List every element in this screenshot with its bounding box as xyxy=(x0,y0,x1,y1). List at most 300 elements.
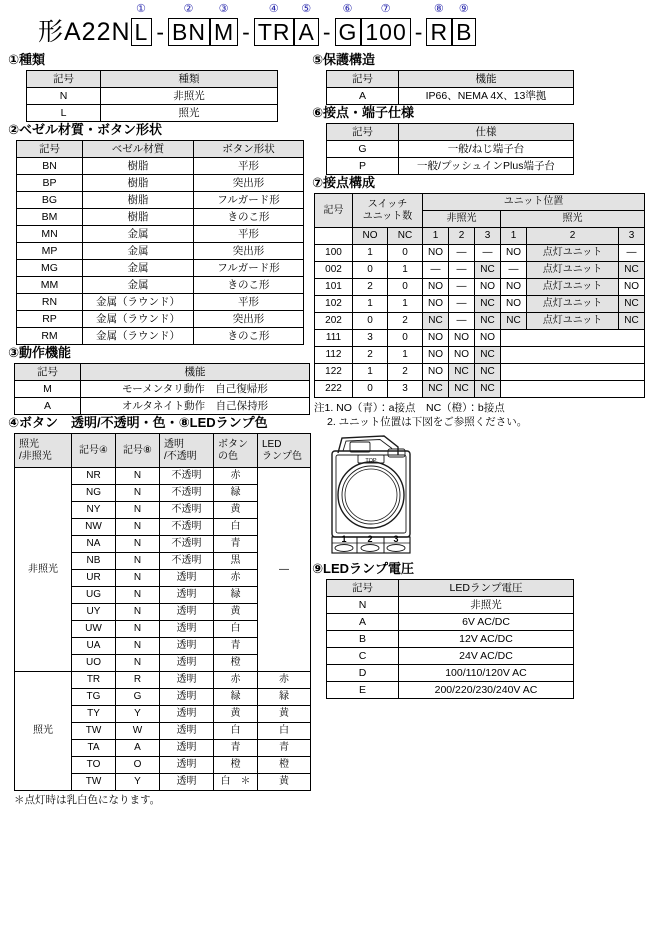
cell-bezel-material: 樹脂 xyxy=(83,158,194,175)
col-header-symbol: 記号 xyxy=(327,124,399,141)
part-number-field-⑦[interactable]: 100 ⑦ xyxy=(361,18,410,46)
cell-bezel-material: 金属 xyxy=(83,277,194,294)
section-3-title: ③動作機能 xyxy=(8,345,72,360)
cell-lit-pos-3: NC xyxy=(619,296,645,313)
cell-symbol: P xyxy=(327,158,399,175)
col-header-nonlit-pos-1: 1 xyxy=(423,228,449,245)
cell-symbol-4: TW xyxy=(72,774,116,791)
part-number-marker: ② xyxy=(183,3,195,15)
table-row xyxy=(315,313,645,330)
right-column xyxy=(312,52,644,699)
cell-transparency: 透明 xyxy=(160,638,214,655)
cell-symbol: D xyxy=(327,665,399,682)
table-header-row xyxy=(327,124,574,141)
cell-symbol-8: N xyxy=(116,553,160,570)
cell-bezel-material: 樹脂 xyxy=(83,192,194,209)
cell-symbol: RM xyxy=(17,328,83,345)
cell-transparency: 透明 xyxy=(160,774,214,791)
part-number-marker: ⑤ xyxy=(301,3,313,15)
cell-nonlit-pos-1: NO xyxy=(423,347,449,364)
cell-symbol: MM xyxy=(17,277,83,294)
cell-nonlit-pos-3: NC xyxy=(475,381,501,398)
cell-symbol: N xyxy=(27,88,101,105)
cell-button-shape: 突出形 xyxy=(194,175,304,192)
cell-bezel-material: 金属（ラウンド） xyxy=(83,311,194,328)
cell-led-color: 白 xyxy=(258,723,311,740)
cell-symbol-8: G xyxy=(116,689,160,706)
cell-nonlit-pos-1: NO xyxy=(423,364,449,381)
cell-symbol-4: UW xyxy=(72,621,116,638)
cell-nonlit-pos-2: NC xyxy=(449,364,475,381)
cell-button-color: 白 xyxy=(214,519,258,536)
cell-symbol: 112 xyxy=(315,347,353,364)
col-header-lit-pos-2: 2 xyxy=(527,228,619,245)
cell-lit-empty xyxy=(501,330,645,347)
cell-no-count: 0 xyxy=(353,313,388,330)
cell-bezel-material: 金属（ラウンド） xyxy=(83,294,194,311)
table-row xyxy=(17,243,304,260)
cell-symbol: BG xyxy=(17,192,83,209)
col-header-symbol: 記号 xyxy=(327,71,399,88)
cell-lit-pos-3: NC xyxy=(619,313,645,330)
cell-lit-pos-3: — xyxy=(619,245,645,262)
table-row xyxy=(17,158,304,175)
cell-bezel-material: 樹脂 xyxy=(83,175,194,192)
cell-symbol-4: UR xyxy=(72,570,116,587)
table-header xyxy=(315,194,645,245)
cell-nonlit-pos-1: NO xyxy=(423,330,449,347)
part-number-marker: ⑥ xyxy=(342,3,354,15)
cell-transparency: 透明 xyxy=(160,604,214,621)
table-row xyxy=(315,330,645,347)
cell-no-count: 0 xyxy=(353,381,388,398)
part-number-marker: ⑧ xyxy=(433,3,445,15)
cell-symbol: L xyxy=(27,105,101,122)
cell-nonlit-pos-3: — xyxy=(475,245,501,262)
cell-symbol-8: N xyxy=(116,502,160,519)
cell-symbol: C xyxy=(327,648,399,665)
cell-button-shape: 平形 xyxy=(194,158,304,175)
table-body xyxy=(327,597,574,699)
cell-symbol-4: NY xyxy=(72,502,116,519)
col-header-nc: NC xyxy=(388,228,423,245)
part-number-prefix: 形A22N xyxy=(38,18,131,46)
cell-no-count: 1 xyxy=(353,296,388,313)
part-number-field-⑧[interactable]: R ⑧ xyxy=(426,18,452,46)
cell-symbol-4: TW xyxy=(72,723,116,740)
cell-symbol-8: R xyxy=(116,672,160,689)
cell-button-color: 橙 xyxy=(214,757,258,774)
col-header-lit-pos-3: 3 xyxy=(619,228,645,245)
cell-led-voltage: 12V AC/DC xyxy=(399,631,574,648)
part-number-field-⑥[interactable]: G ⑥ xyxy=(335,18,362,46)
diagram-position-3: 3 xyxy=(393,534,399,544)
part-number-separator: - xyxy=(156,19,165,45)
cell-nc-count: 1 xyxy=(388,347,423,364)
part-number-segments xyxy=(131,3,477,47)
cell-nonlit-pos-1: NO xyxy=(423,296,449,313)
cell-spec: 一般/ねじ端子台 xyxy=(399,141,574,158)
part-number-marker: ① xyxy=(136,3,147,15)
cell-transparency: 透明 xyxy=(160,740,214,757)
cell-button-color: 黄 xyxy=(214,706,258,723)
cell-symbol: BP xyxy=(17,175,83,192)
cell-transparency: 透明 xyxy=(160,621,214,638)
part-number-field-⑤[interactable]: A ⑤ xyxy=(294,18,318,46)
table-bezel xyxy=(16,140,304,345)
cell-nonlit-pos-3: NO xyxy=(475,279,501,296)
table-row xyxy=(17,277,304,294)
top-label: TOP xyxy=(365,458,377,464)
col-header-function: 機能 xyxy=(81,364,310,381)
table-row xyxy=(17,209,304,226)
table-row xyxy=(327,88,574,105)
col-header-bezel-material: ベゼル材質 xyxy=(83,141,194,158)
col-header-unit-position: ユニット位置 xyxy=(423,194,645,211)
cell-lit-pos-2: 点灯ユニット xyxy=(527,313,619,330)
cell-symbol: E xyxy=(327,682,399,699)
cell-symbol: 122 xyxy=(315,364,353,381)
table-row xyxy=(327,631,574,648)
table-row xyxy=(327,614,574,631)
section-4-title: ④ボタン 透明/不透明・色・⑧LEDランプ色 xyxy=(8,415,268,430)
cell-nonlit-pos-2: — xyxy=(449,313,475,330)
cell-symbol: B xyxy=(327,631,399,648)
cell-symbol-4: NW xyxy=(72,519,116,536)
col-header-switch-units: スイッチ ユニット数 xyxy=(353,194,423,228)
cell-transparency: 不透明 xyxy=(160,536,214,553)
diagram-position-2: 2 xyxy=(367,534,373,544)
switch-unit-rear-illustration xyxy=(312,433,432,559)
part-number-field-⑨[interactable]: B ⑨ xyxy=(452,18,476,46)
cell-symbol: 102 xyxy=(315,296,353,313)
cell-button-shape: きのこ形 xyxy=(194,209,304,226)
cell-lit-empty xyxy=(501,381,645,398)
cell-symbol-8: N xyxy=(116,468,160,485)
table-header-row xyxy=(27,71,278,88)
table-body xyxy=(17,158,304,345)
table-header-row xyxy=(17,141,304,158)
part-number-field-②[interactable]: BN ② xyxy=(168,18,210,46)
section-1-title: ①種類 xyxy=(8,52,46,67)
cell-no-count: 3 xyxy=(353,330,388,347)
cell-nc-count: 3 xyxy=(388,381,423,398)
cell-no-count: 2 xyxy=(353,279,388,296)
table-row xyxy=(327,158,574,175)
cell-button-color: 黄 xyxy=(214,502,258,519)
cell-nonlit-pos-2: — xyxy=(449,245,475,262)
col-header-1: 記号④ xyxy=(72,434,116,468)
cell-nonlit-pos-2: NO xyxy=(449,347,475,364)
col-header-lit-pos-1: 1 xyxy=(501,228,527,245)
cell-symbol: 202 xyxy=(315,313,353,330)
table-row xyxy=(15,672,311,689)
cell-button-color: 黒 xyxy=(214,553,258,570)
group-label-illuminated: 照光 xyxy=(15,672,72,791)
table-row xyxy=(17,294,304,311)
cell-nc-count: 1 xyxy=(388,262,423,279)
cell-button-shape: 平形 xyxy=(194,226,304,243)
cell-lit-pos-2: 点灯ユニット xyxy=(527,262,619,279)
cell-symbol: G xyxy=(327,141,399,158)
col-header-symbol: 記号 xyxy=(17,141,83,158)
part-number-marker: ⑦ xyxy=(380,3,392,15)
cell-symbol: A xyxy=(15,398,81,415)
cell-lit-pos-1: NO xyxy=(501,245,527,262)
cell-nonlit-pos-1: NC xyxy=(423,381,449,398)
cell-symbol: A xyxy=(327,88,399,105)
table-row xyxy=(17,226,304,243)
table-body xyxy=(15,381,310,415)
col-header-spec: 仕様 xyxy=(399,124,574,141)
cell-symbol: A xyxy=(327,614,399,631)
table-row xyxy=(315,364,645,381)
cell-symbol-4: UO xyxy=(72,655,116,672)
unit-position-diagram xyxy=(312,433,644,561)
col-header-symbol: 記号 xyxy=(327,580,399,597)
cell-button-shape: きのこ形 xyxy=(194,277,304,294)
cell-symbol-8: A xyxy=(116,740,160,757)
cell-nonlit-pos-1: NO xyxy=(423,245,449,262)
cell-button-shape: 平形 xyxy=(194,294,304,311)
part-number-header xyxy=(0,0,649,50)
cell-lit-empty xyxy=(501,364,645,381)
cell-symbol-4: NG xyxy=(72,485,116,502)
col-header-button-shape: ボタン形状 xyxy=(194,141,304,158)
col-header-symbol: 記号 xyxy=(15,364,81,381)
cell-lit-pos-3: NC xyxy=(619,262,645,279)
table-body xyxy=(327,141,574,175)
table-row xyxy=(27,88,278,105)
cell-no-count: 1 xyxy=(353,245,388,262)
cell-symbol: MP xyxy=(17,243,83,260)
cell-nc-count: 2 xyxy=(388,364,423,381)
cell-no-count: 0 xyxy=(353,262,388,279)
cell-symbol: N xyxy=(327,597,399,614)
table-row xyxy=(315,347,645,364)
cell-symbol: BM xyxy=(17,209,83,226)
cell-button-color: 黄 xyxy=(214,604,258,621)
col-header-nonlit-pos-2: 2 xyxy=(449,228,475,245)
cell-symbol: 101 xyxy=(315,279,353,296)
cell-function: オルタネイト動作 自己保持形 xyxy=(81,398,310,415)
cell-nonlit-pos-3: NC xyxy=(475,262,501,279)
cell-nonlit-pos-2: — xyxy=(449,296,475,313)
part-number-field-①[interactable]: L ① xyxy=(131,18,153,46)
cell-bezel-material: 金属 xyxy=(83,226,194,243)
cell-symbol-8: Y xyxy=(116,774,160,791)
cell-nc-count: 2 xyxy=(388,313,423,330)
cell-function: モーメンタリ動作 自己復帰形 xyxy=(81,381,310,398)
cell-button-shape: フルガード形 xyxy=(194,192,304,209)
table-action-function xyxy=(14,363,310,415)
cell-symbol-4: TY xyxy=(72,706,116,723)
cell-button-color: 赤 xyxy=(214,570,258,587)
cell-button-shape: 突出形 xyxy=(194,243,304,260)
cell-transparency: 透明 xyxy=(160,757,214,774)
cell-button-shape: 突出形 xyxy=(194,311,304,328)
cell-nonlit-pos-1: NC xyxy=(423,313,449,330)
diagram-position-1: 1 xyxy=(341,534,347,544)
cell-led-color: 橙 xyxy=(258,757,311,774)
cell-transparency: 透明 xyxy=(160,689,214,706)
cell-transparency: 透明 xyxy=(160,587,214,604)
cell-symbol-4: TO xyxy=(72,757,116,774)
table-body xyxy=(27,88,278,122)
col-header-4: ボタン の色 xyxy=(214,434,258,468)
cell-nonlit-pos-3: NC xyxy=(475,296,501,313)
cell-symbol-8: N xyxy=(116,485,160,502)
col-header-led-voltage: LEDランプ電圧 xyxy=(399,580,574,597)
table-protection-structure xyxy=(326,70,574,105)
cell-symbol: 111 xyxy=(315,330,353,347)
table-row xyxy=(315,262,645,279)
table-row xyxy=(17,328,304,345)
part-number-field-③[interactable]: M ③ xyxy=(210,18,238,46)
table-header-row xyxy=(315,228,645,245)
cell-button-color: 赤 xyxy=(214,468,258,485)
cell-lit-pos-1: NO xyxy=(501,296,527,313)
group-label-non-illuminated: 非照光 xyxy=(15,468,72,672)
cell-transparency: 不透明 xyxy=(160,553,214,570)
cell-kind: 照光 xyxy=(101,105,278,122)
cell-symbol-8: O xyxy=(116,757,160,774)
cell-lit-pos-2: 点灯ユニット xyxy=(527,279,619,296)
col-header-function: 機能 xyxy=(399,71,574,88)
cell-bezel-material: 樹脂 xyxy=(83,209,194,226)
part-number-row xyxy=(38,3,476,48)
col-header-no: NO xyxy=(353,228,388,245)
cell-symbol: MG xyxy=(17,260,83,277)
cell-button-color: 白 xyxy=(214,621,258,638)
col-header-illuminated: 照光 xyxy=(501,211,645,228)
cell-transparency: 不透明 xyxy=(160,468,214,485)
note-2: 2. ユニット位置は下図をご参照ください。 xyxy=(327,415,528,428)
cell-symbol-4: UY xyxy=(72,604,116,621)
cell-symbol-8: N xyxy=(116,519,160,536)
table-header-row xyxy=(15,364,310,381)
table-row xyxy=(17,175,304,192)
cell-transparency: 透明 xyxy=(160,655,214,672)
cell-symbol-4: TA xyxy=(72,740,116,757)
cell-button-color: 白 xyxy=(214,723,258,740)
table-row xyxy=(327,648,574,665)
cell-nonlit-pos-1: NO xyxy=(423,279,449,296)
cell-spec: 一般/プッシュインPlus端子台 xyxy=(399,158,574,175)
cell-nonlit-pos-2: — xyxy=(449,279,475,296)
cell-button-shape: きのこ形 xyxy=(194,328,304,345)
cell-button-color: 緑 xyxy=(214,689,258,706)
cell-nonlit-pos-3: NO xyxy=(475,330,501,347)
table-button-color xyxy=(14,433,311,791)
col-header-symbol: 記号 xyxy=(27,71,101,88)
cell-transparency: 透明 xyxy=(160,706,214,723)
cell-transparency: 透明 xyxy=(160,672,214,689)
part-number-marker: ③ xyxy=(218,3,230,15)
cell-button-color: 緑 xyxy=(214,485,258,502)
section-6-title: ⑥接点・端子仕様 xyxy=(312,105,415,120)
table-body xyxy=(315,245,645,398)
cell-led-color: 黄 xyxy=(258,774,311,791)
part-number-separator: - xyxy=(242,19,250,45)
cell-kind: 非照光 xyxy=(101,88,278,105)
table-row xyxy=(327,665,574,682)
cell-symbol-8: N xyxy=(116,587,160,604)
section-7-title: ⑦接点構成 xyxy=(312,175,376,190)
table-header-row xyxy=(315,194,645,211)
cell-lit-pos-2: 点灯ユニット xyxy=(527,296,619,313)
col-header-5: LED ランプ色 xyxy=(258,434,311,468)
cell-bezel-material: 金属 xyxy=(83,260,194,277)
cell-symbol-8: N xyxy=(116,536,160,553)
part-number-field-④[interactable]: TR ④ xyxy=(254,18,295,46)
cell-led-voltage: 200/220/230/240V AC xyxy=(399,682,574,699)
cell-button-color: 橙 xyxy=(214,655,258,672)
cell-symbol-8: N xyxy=(116,638,160,655)
part-number-marker: ④ xyxy=(268,3,280,15)
cell-bezel-material: 金属 xyxy=(83,243,194,260)
part-number-separator: - xyxy=(414,19,423,45)
cell-symbol: 222 xyxy=(315,381,353,398)
cell-button-color: 白 ＊ xyxy=(214,774,258,791)
cell-symbol: RN xyxy=(17,294,83,311)
cell-lit-pos-1: NC xyxy=(501,313,527,330)
part-number-marker: ⑨ xyxy=(458,3,470,15)
cell-transparency: 透明 xyxy=(160,723,214,740)
cell-symbol: M xyxy=(15,381,81,398)
cell-nc-count: 0 xyxy=(388,330,423,347)
table-row xyxy=(15,398,310,415)
cell-function: IP66、NEMA 4X、13準拠 xyxy=(399,88,574,105)
cell-led-color: 青 xyxy=(258,740,311,757)
cell-led-color: 赤 xyxy=(258,672,311,689)
col-header-2: 記号⑧ xyxy=(116,434,160,468)
table-row xyxy=(15,468,311,485)
cell-symbol: 100 xyxy=(315,245,353,262)
table-row xyxy=(17,260,304,277)
cell-nonlit-pos-3: NC xyxy=(475,313,501,330)
col-header-kind: 種類 xyxy=(101,71,278,88)
col-header-0: 照光 /非照光 xyxy=(15,434,72,468)
cell-symbol-4: UG xyxy=(72,587,116,604)
table-header-row xyxy=(327,580,574,597)
note-1: 注1. NO（青）：a接点 NC（橙）：b接点 xyxy=(314,402,505,414)
cell-led-voltage: 6V AC/DC xyxy=(399,614,574,631)
cell-no-count: 1 xyxy=(353,364,388,381)
table-terminal-spec xyxy=(326,123,574,175)
table-row xyxy=(327,682,574,699)
cell-led-voltage: 非照光 xyxy=(399,597,574,614)
contact-table-notes xyxy=(314,402,644,429)
cell-button-color: 赤 xyxy=(214,672,258,689)
cell-symbol-4: TG xyxy=(72,689,116,706)
cell-symbol-4: TR xyxy=(72,672,116,689)
cell-no-count: 2 xyxy=(353,347,388,364)
cell-nc-count: 0 xyxy=(388,245,423,262)
cell-transparency: 不透明 xyxy=(160,485,214,502)
cell-led-voltage: 24V AC/DC xyxy=(399,648,574,665)
cell-symbol-8: Y xyxy=(116,706,160,723)
table-type xyxy=(26,70,278,122)
cell-button-color: 青 xyxy=(214,740,258,757)
cell-nonlit-pos-3: NC xyxy=(475,347,501,364)
cell-nonlit-pos-2: — xyxy=(449,262,475,279)
section-9-title: ⑨LEDランプ電圧 xyxy=(312,561,415,576)
cell-symbol-8: W xyxy=(116,723,160,740)
table-header-row xyxy=(15,434,311,468)
cell-symbol-4: NR xyxy=(72,468,116,485)
col-header-3: 透明 /不透明 xyxy=(160,434,214,468)
